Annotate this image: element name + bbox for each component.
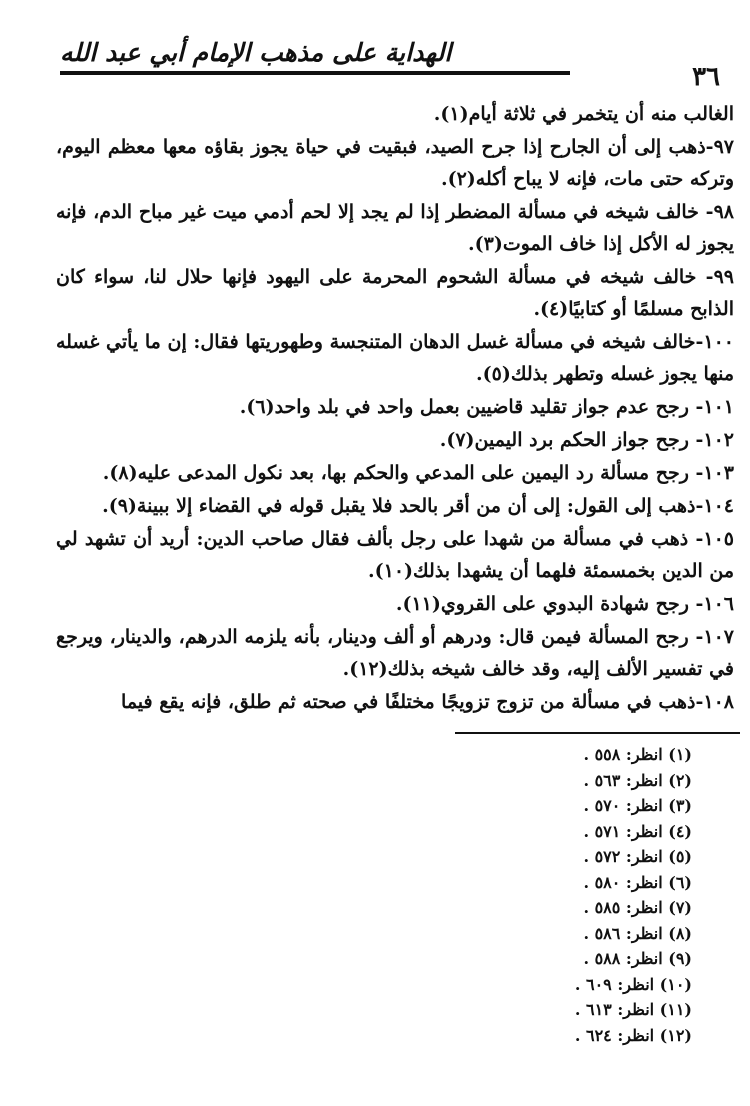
footnote: (١٠) انظر: ٦٠٩ . (574, 974, 692, 994)
footnote: (٩) انظر: ٥٨٨ . (583, 949, 692, 968)
paragraph: ١٠٠-خالف شيخه في مسألة غسل الدهان المتنجسة وطهوريتها فقال: إن ما يأتي غسله منها يجوز غسله وتطهر بذلك(٥). (56, 331, 734, 385)
footnote: (٧) انظر: ٥٨٥ . (583, 898, 692, 917)
page-header (60, 28, 720, 90)
footnote: (٦) انظر: ٥٨٠ . (583, 872, 692, 892)
footnote-separator (455, 732, 740, 734)
paragraph: ٩٩- خالف شيخه في مسألة الشحوم المحرمة على اليهود فإنها حلال لنا، سواء كان الذابح مسلمًا أو كتابيًا(٤). (56, 266, 734, 320)
footnote: (٣) انظر: ٥٧٠ . (583, 796, 692, 815)
paragraph: ١٠٨-ذهب في مسألة من تزوج تزويجًا مختلفًا في صحته ثم طلق، فإنه يقع فيما (121, 691, 734, 713)
page-number: ٣٦ (692, 62, 720, 92)
paragraph: ١٠٦- رجح شهادة البدوي على القروي(١١). (395, 593, 734, 615)
paragraph: ٩٨- خالف شيخه في مسألة المضطر إذا لم يجد إلا لحم أدمي ميت غير مباح الدم، فإنه يجوز له الأكل إذا خاف الموت(٣). (56, 201, 734, 255)
footnote: (٢) انظر: ٥٦٣ . (583, 770, 692, 790)
paragraph: ١٠٧- رجح المسألة فيمن قال: ودرهم أو ألف ودينار، بأنه يلزمه الدرهم، والدينار، ويرجع في تفسير الألف إليه، وقد خالف شيخه بذلك(١٢). (56, 626, 734, 680)
header-rule (60, 71, 570, 75)
footnote: (١) انظر: ٥٥٨ . (583, 745, 692, 764)
main-text (56, 98, 734, 719)
paragraph: ١٠٣- رجح مسألة رد اليمين على المدعي والحكم بها، بعد نكول المدعى عليه(٨). (102, 462, 734, 484)
footnotes (412, 742, 692, 1048)
paragraph: ١٠٢- رجح جواز الحكم برد اليمين(٧). (439, 429, 734, 451)
footnote: (٥) انظر: ٥٧٢ . (583, 847, 692, 866)
footnote: (١١) انظر: ٦١٣ . (574, 1000, 692, 1019)
paragraph: ١٠٥- ذهب في مسألة من شهدا على رجل بألف فقال صاحب الدين: أريد أن تشهد لي من الدين بخمسمئة فلهما أن يشهدا بذلك(١٠). (56, 528, 734, 582)
paragraph: ٩٧-ذهب إلى أن الجارح إذا جرح الصيد، فبقيت في حياة يجوز بقاؤه معها معظم اليوم، وتركه حتى مات، فإنه لا يباح أكله(٢). (56, 136, 734, 190)
footnote: (٤) انظر: ٥٧١ . (583, 821, 692, 841)
paragraph: ١٠١- رجح عدم جواز تقليد قاضيين بعمل واحد في بلد واحد(٦). (239, 396, 734, 418)
running-title: الهداية على مذهب الإمام أبي عبد الله (60, 38, 452, 67)
paragraph: ١٠٤-ذهب إلى القول: إلى أن من أقر بالحد فلا يقبل قوله في القضاء إلا ببينة(٩). (102, 495, 734, 517)
footnote: (١٢) انظر: ٦٢٤ . (574, 1025, 692, 1045)
paragraph: الغالب منه أن يتخمر في ثلاثة أيام(١). (433, 103, 734, 125)
footnote: (٨) انظر: ٥٨٦ . (583, 923, 692, 943)
